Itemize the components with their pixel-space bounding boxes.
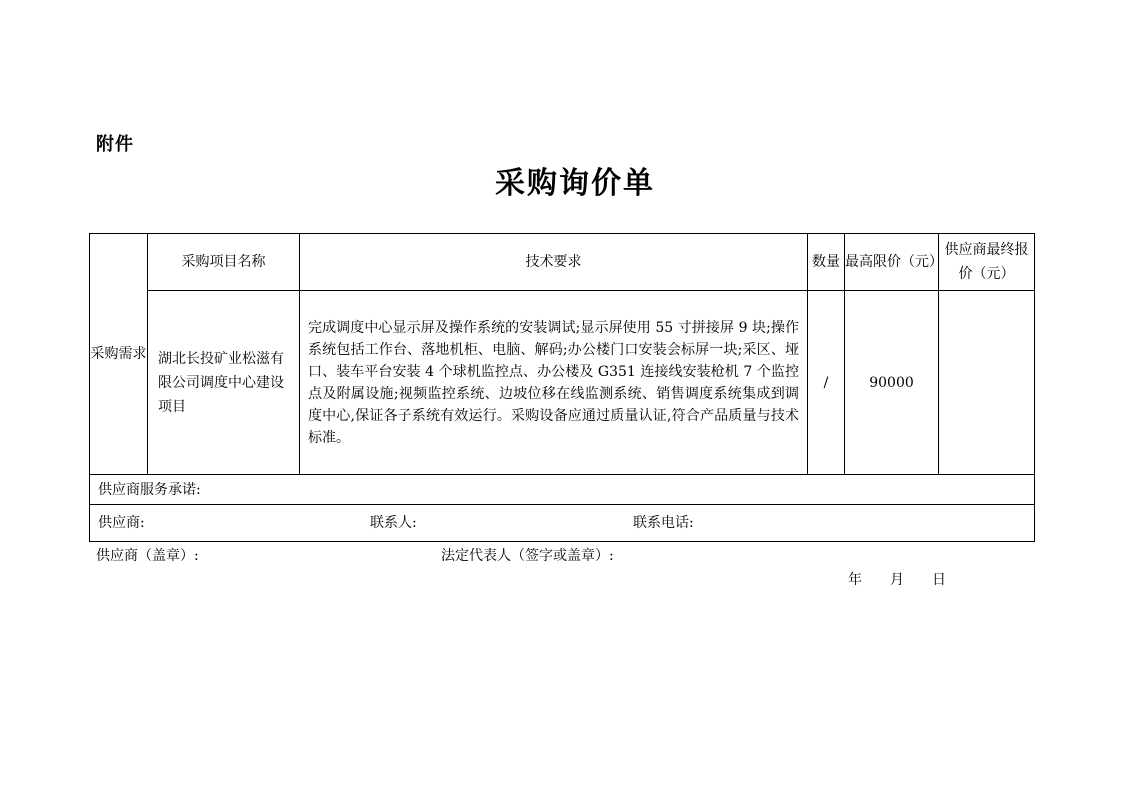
category-label: 采购需求	[90, 346, 147, 362]
header-final-quote: 供应商最终报价（元）	[939, 234, 1035, 291]
contact-person-label: 联系人:	[370, 515, 417, 531]
header-tech-req: 技术要求	[300, 234, 808, 291]
date-line	[848, 569, 946, 589]
service-commitment-label: 供应商服务承诺:	[98, 481, 201, 498]
supplier-seal-label: 供应商（盖章）:	[96, 548, 199, 564]
item-name-cell: 湖北长投矿业松滋有限公司调度中心建设项目	[148, 291, 300, 475]
tech-req-cell: 完成调度中心显示屏及操作系统的安装调试;显示屏使用 55 寸拼接屏 9 块;操作系统包括工作台、落地机柜、电脑、解码;办公楼门口安装会标屏一块;采区、垭口、装车平台安装 4 个球机监控点、办公楼及 G351 连接线安装枪机 7 个监控点及附属设施;视频监控系统、边坡位移在线监测系统、销售调度系统集成到调度中心,保证各子系统有效运行。采购设备应通过质量认证,符合产品质量与技术标准。	[300, 291, 808, 475]
header-quantity: 数量	[808, 234, 845, 291]
contact-info-cell	[90, 505, 1035, 542]
quantity-cell: /	[808, 291, 845, 475]
final-quote-cell[interactable]	[939, 291, 1035, 475]
legal-representative-label: 法定代表人（签字或盖章）:	[441, 548, 614, 564]
date-day: 日	[932, 572, 946, 588]
category-cell	[90, 234, 148, 475]
page-title: 采购询价单	[495, 166, 655, 201]
phone-label: 联系电话:	[633, 515, 694, 531]
contact-row	[98, 511, 1026, 535]
service-commitment-cell[interactable]	[90, 475, 1035, 505]
inquiry-table	[89, 233, 1035, 542]
max-price-cell: 90000	[845, 291, 939, 475]
header-item-name: 采购项目名称	[148, 234, 300, 291]
supplier-label: 供应商:	[98, 515, 145, 531]
attachment-label: 附件	[96, 134, 134, 155]
date-year: 年	[848, 572, 862, 588]
date-month: 月	[890, 572, 904, 588]
header-max-price: 最高限价（元）	[845, 234, 939, 291]
